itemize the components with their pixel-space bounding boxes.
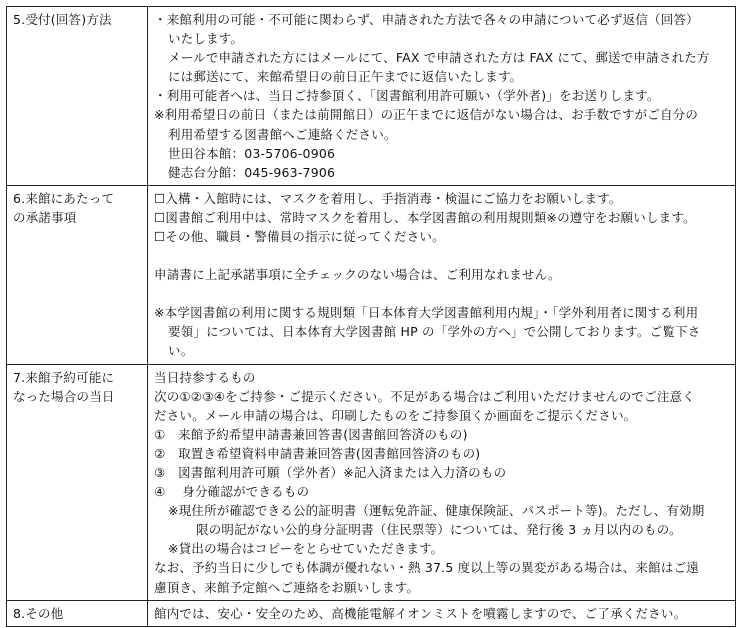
heading-line: なった場合の当日 [13,388,115,404]
agreement-checkbox-rules: ☐図書館ご利用中は、常時マスクを着用し、本学図書館の利用規則類※の遵守をお願いします。 [154,209,696,225]
row-content [148,7,736,186]
heading-line: 6.来館にあたって [13,190,115,206]
content-line: 慮頂き、来館予定館へご連絡をお願いします。 [154,579,420,595]
content-line: い。 [168,343,194,359]
list-item: ④ 身分確認ができるもの [154,484,310,500]
content-line: 利用希望する図書館へご連絡ください。 [168,126,397,142]
blank-line [154,284,729,303]
phone-kenshidai: 健志台分館：045-963-7906 [168,164,336,180]
list-item: ① 来館予約希望申請書兼回答書(図書館回答済のもの) [154,426,468,442]
row-heading [7,7,148,186]
content-line: メールで申請された方にはメールにて、FAX で申請された方は FAX にて、郵送で申請された方 [168,50,710,66]
blank-line [154,246,729,265]
row-reply-method [7,7,736,186]
content-line: ・利用可能者へは、当日ご持参頂く、「図書館利用許可願い（学外者)」をお送りします。 [154,88,660,104]
row-other [7,600,736,626]
row-visit-day [7,364,736,600]
agreement-checkbox-mask: ☐入構・入館時には、マスクを着用し、手指消毒・検温にご協力をお願いします。 [154,190,622,206]
row-content [148,600,736,626]
heading-line: 5.受付(回答)方法 [13,12,112,27]
row-content [148,364,736,600]
content-line: には郵送にて、来館希望日の前日正午までに返信いたします。 [168,69,523,85]
list-item: ③ 図書館利用許可願（学外者）※記入済または入力済のもの [154,464,507,480]
heading-line: 7.来館予約可能に [13,369,115,385]
content-line: ださい。メール申請の場合は、印刷したものをご持参頂くか画面をご提示ください。 [154,407,637,423]
content-line: 限の明記がない公的身分証明書（住民票等）については、発行後 3 ヵ月以内のもの。 [196,522,682,538]
content-line: 申請書に上記承諾事項に全チェックのない場合は、ご利用なれません。 [154,267,561,283]
row-content [148,185,736,364]
info-table [6,6,736,627]
content-line: ※本学図書館の利用に関する規則類「日本体育大学図書館利用内規」・「学外利用者に関する利用 [154,305,699,321]
list-item: ② 取置き希望資料申請書兼回答書(図書館回答済のもの) [154,445,481,461]
content-line: 次の①②③④をご持参・ご提示ください。不足がある場合はご利用いただけませんのでご注意く [154,388,695,404]
content-line: 当日持参するもの [154,369,256,385]
content-line: いたします。 [168,31,244,47]
content-line: ・来館利用の可能・不可能に関わらず、申請された方法で各々の申請について必ず返信（回答） [154,12,699,27]
content-line: 要領」については、日本体育大学図書館 HP の「学外の方へ」で公開しております。ご覧下さ [168,324,701,340]
heading-line: の承諾事項 [13,209,77,225]
row-heading [7,185,148,364]
content-line: ※貸出の場合はコピーをとらせていただきます。 [168,541,444,557]
row-heading [7,364,148,600]
row-heading [7,600,148,626]
content-line: ※現住所が確認できる公的証明書（運転免許証、健康保険証、パスポート等)。ただし、有効期 [168,503,705,519]
heading-line: 8.その他 [13,605,64,621]
content-line: ※利用希望日の前日（または前開館日）の正午までに返信がない場合は、お手数ですがご自分の [154,107,699,123]
phone-setagaya: 世田谷本館：03-5706-0906 [168,145,336,161]
content-line: なお、予約当日に少しでも体調が優れない・熱 37.5 度以上等の異変がある場合は、来館はご遠 [154,560,699,576]
row-agreement [7,185,736,364]
content-line: 館内では、安心・安全のため、高機能電解イオンミストを噴霧しますので、ご了承ください。 [154,605,687,621]
agreement-checkbox-staff: ☐その他、職員・警備員の指示に従ってください。 [154,229,445,245]
